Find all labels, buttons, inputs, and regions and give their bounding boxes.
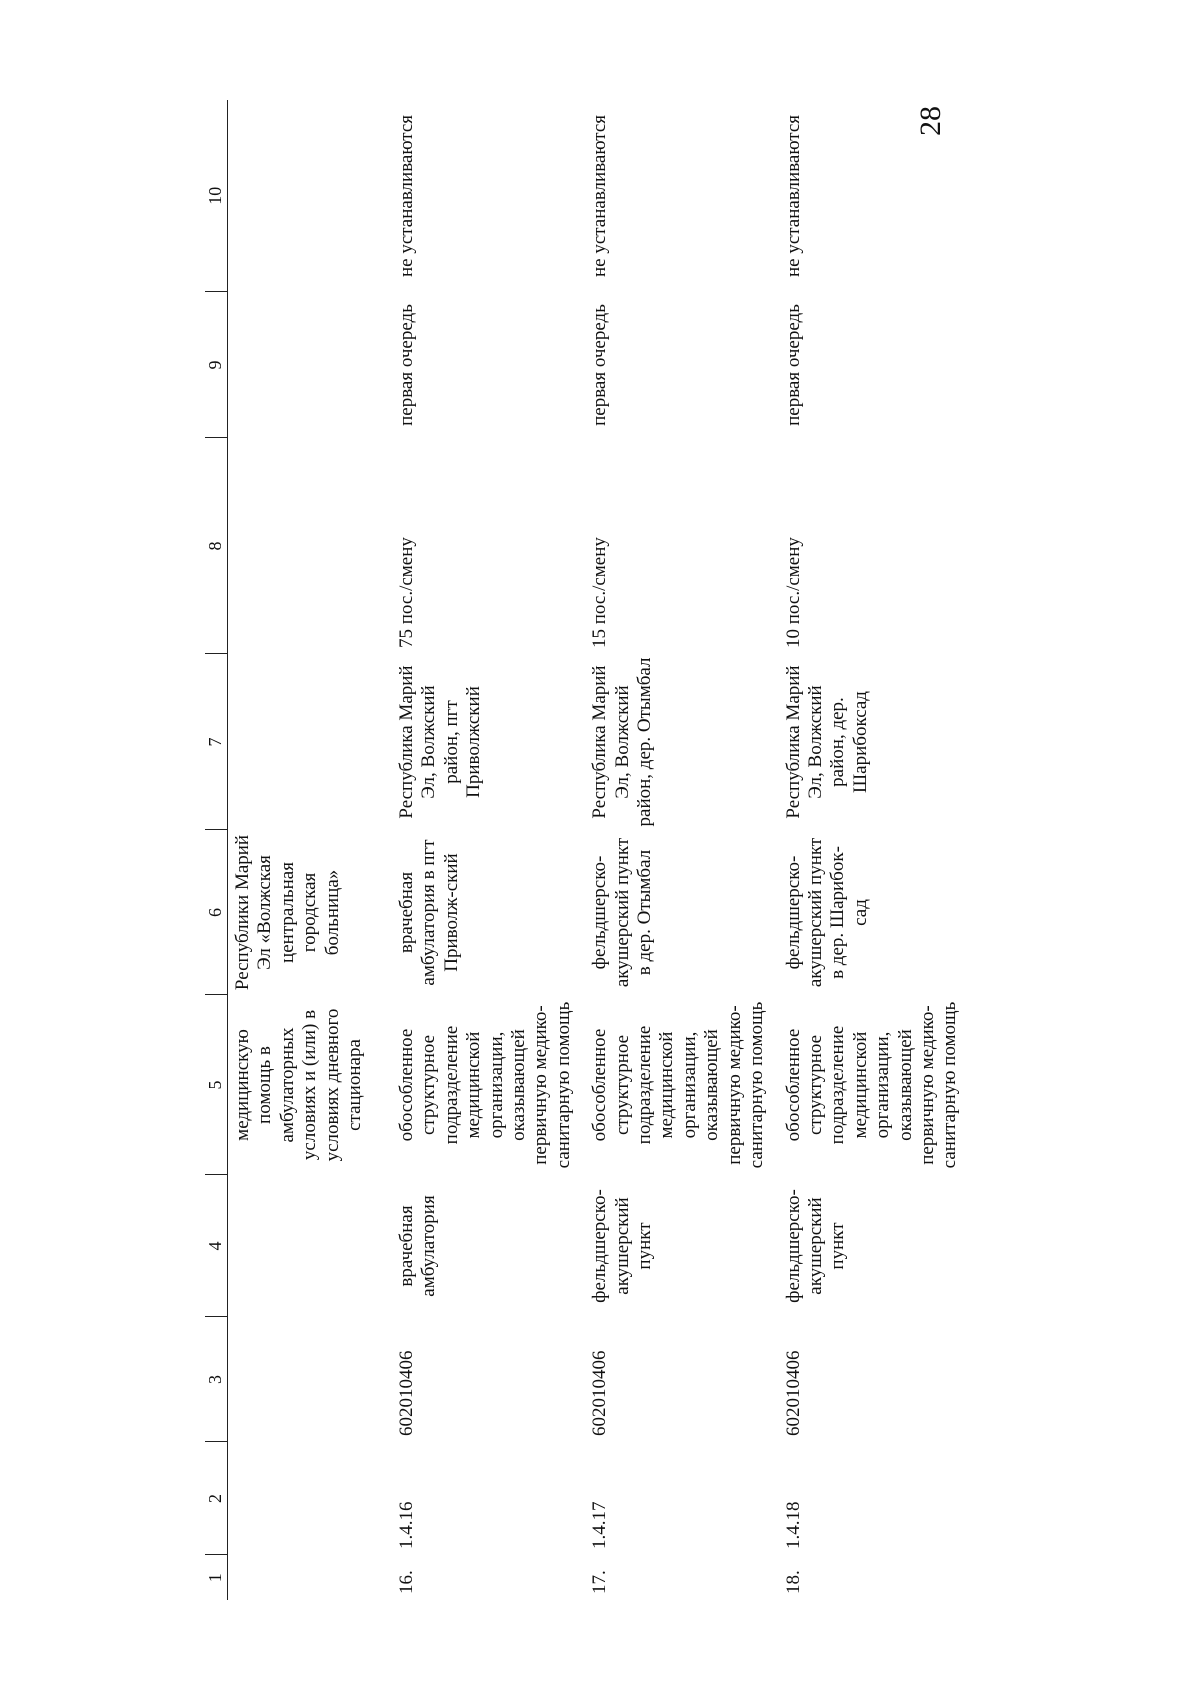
- continuation-kind: медицинскую помощь в амбулаторных условиях и (или) в условиях дневного стационара: [232, 1008, 366, 1162]
- row-code: 1.4.18: [782, 1501, 804, 1549]
- row-address: Республика Марий Эл, Волжский район, дер. Шарибоксад: [782, 665, 871, 819]
- header-col-4: 4: [205, 1175, 228, 1317]
- row-number: 16.: [396, 1570, 417, 1594]
- row-name: фельдшерско-акушерский пункт в дер. Шарибок-сад: [782, 837, 871, 988]
- row-queue: первая очередь: [589, 304, 611, 426]
- row-queue: первая очередь: [782, 304, 804, 426]
- row-queue: первая очередь: [396, 304, 417, 426]
- row-type: фельдшерско-акушерский пункт: [589, 1189, 656, 1303]
- row-capacity: 10 пос./смену: [782, 537, 804, 648]
- table-row: [773, 100, 966, 1600]
- row-type: врачебная амбулатория: [396, 1195, 440, 1297]
- header-col-1: 1: [205, 1555, 228, 1600]
- row-okato: 602010406: [782, 1350, 804, 1436]
- header-col-10: 10: [205, 100, 228, 292]
- row-okato: 602010406: [589, 1350, 611, 1436]
- row-kind: обособленное структурное подразделение медицинской организации, оказывающей первичную медико-санитарную помощь: [782, 1001, 961, 1169]
- header-col-3: 3: [205, 1317, 228, 1442]
- header-col-8: 8: [205, 438, 228, 654]
- header-col-7: 7: [205, 654, 228, 830]
- row-kind: обособленное структурное подразделение медицинской организации, оказывающей первичную медико-санитарную помощь: [396, 1001, 574, 1169]
- rotated-table-container: [205, 100, 985, 1600]
- header-col-9: 9: [205, 292, 228, 438]
- row-zone: не устанавливаются: [782, 114, 804, 278]
- page-number: 28: [914, 106, 947, 136]
- table-row: [579, 100, 772, 1600]
- row-name: фельдшерско-акушерский пункт в дер. Отымбал: [589, 837, 656, 988]
- row-capacity: 75 пос./смену: [396, 537, 417, 648]
- header-col-6: 6: [205, 830, 228, 995]
- facilities-table: [205, 100, 966, 1600]
- row-zone: не устанавливаются: [589, 114, 611, 278]
- continuation-org: Республики Марий Эл «Волжская центральная городская больница»: [232, 834, 343, 991]
- row-address: Республика Марий Эл, Волжский район, дер. Отымбал: [589, 657, 656, 827]
- row-type: фельдшерско-акушерский пункт: [782, 1189, 849, 1303]
- row-number: 17.: [589, 1570, 611, 1594]
- column-number-header: [205, 100, 228, 1600]
- row-code: 1.4.17: [589, 1501, 611, 1549]
- row-address: Республика Марий Эл, Волжский район, пгт Приволжский: [396, 665, 485, 819]
- row-number: 18.: [782, 1570, 804, 1594]
- row-zone: не устанавливаются: [396, 114, 417, 278]
- row-okato: 602010406: [396, 1350, 417, 1436]
- header-col-2: 2: [205, 1442, 228, 1555]
- header-col-5: 5: [205, 995, 228, 1175]
- table-row: [386, 100, 579, 1600]
- continuation-row: [228, 100, 387, 1600]
- row-capacity: 15 пос./смену: [589, 537, 611, 648]
- row-kind: обособленное структурное подразделение медицинской организации, оказывающей первичную медико-санитарную помощь: [589, 1001, 768, 1169]
- row-code: 1.4.16: [396, 1501, 417, 1549]
- row-name: врачебная амбулатория в пгт Приволж-ский: [396, 839, 462, 986]
